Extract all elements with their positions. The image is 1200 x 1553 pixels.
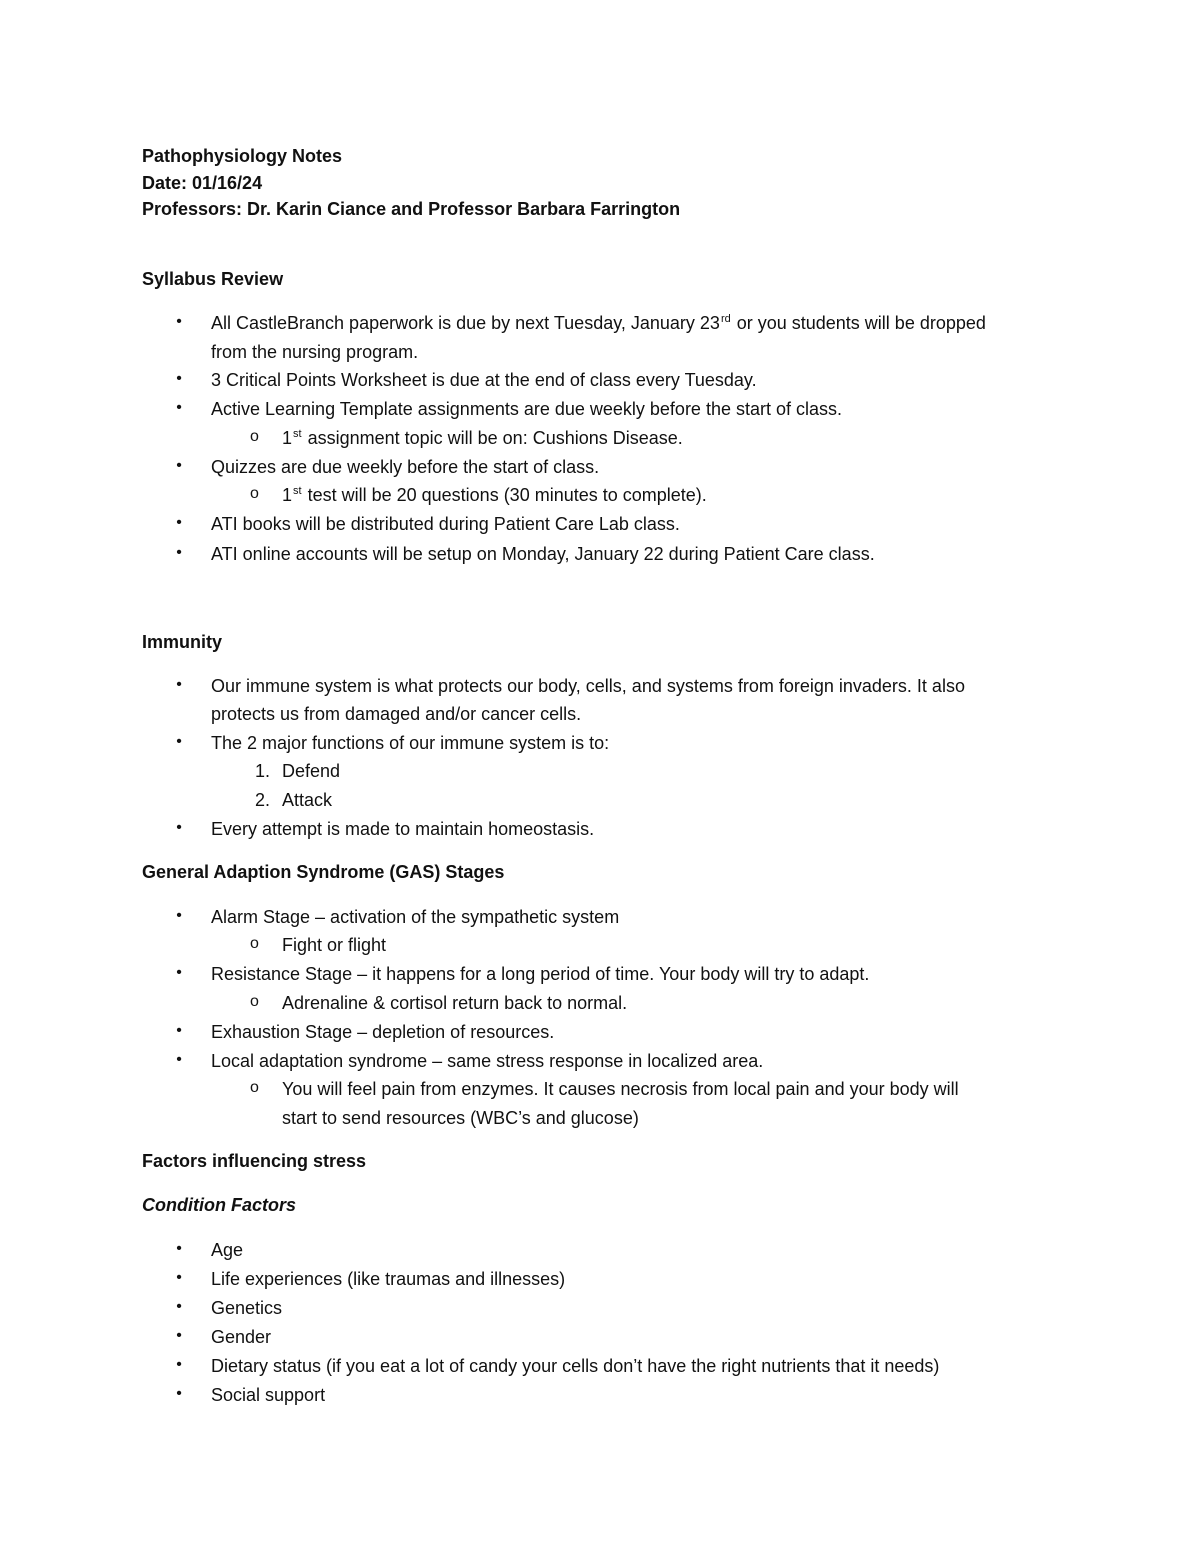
list-item <box>0 1299 1200 1323</box>
list-item-text: Resistance Stage – it happens for a long period of time. Your body will try to adapt. <box>211 964 870 984</box>
numbered-item-text: Defend <box>282 761 341 781</box>
list-item-text: Life experiences (like traumas and illnesses) <box>211 1269 566 1289</box>
list-item-text: Dietary status (if you eat a lot of candy your cells don’t have the right nutrients that it needs) <box>211 1356 940 1376</box>
list-item-text: Gender <box>211 1327 272 1347</box>
sub-list-item-continuation: start to send resources (WBC’s and glucose) <box>282 1108 639 1128</box>
list-item <box>0 1357 1200 1381</box>
list-item-text: 3 Critical Points Worksheet is due at the end of class every Tuesday. <box>211 370 757 390</box>
doc-title: Pathophysiology Notes <box>142 146 343 166</box>
hollow-bullet-icon: o <box>250 935 259 952</box>
list-item-continuation: protects us from damaged and/or cancer cells. <box>211 704 582 724</box>
bullet-icon: • <box>176 514 182 531</box>
hollow-bullet-icon: o <box>250 485 259 502</box>
list-item <box>0 1328 1200 1352</box>
bullet-icon: • <box>176 907 182 924</box>
list-item <box>0 820 1200 844</box>
sub-list-item <box>0 1080 1200 1104</box>
list-item <box>0 545 1200 569</box>
list-item-text: The 2 major functions of our immune system is to: <box>211 733 610 753</box>
list-item-text: Quizzes are due weekly before the start of class. <box>211 457 600 477</box>
bullet-icon: • <box>176 544 182 561</box>
list-item <box>0 1270 1200 1294</box>
list-item-text: ATI online accounts will be setup on Monday, January 22 during Patient Care class. <box>211 544 875 564</box>
sub-list-item-text: You will feel pain from enzymes. It causes necrosis from local pain and your body will <box>282 1079 959 1099</box>
bullet-icon: • <box>176 1385 182 1402</box>
condition-factors-subheading: Condition Factors <box>142 1195 296 1215</box>
bullet-icon: • <box>176 370 182 387</box>
list-item-text: Every attempt is made to maintain homeostasis. <box>211 819 595 839</box>
list-item-text: Age <box>211 1240 244 1260</box>
list-item-text: Local adaptation syndrome – same stress response in localized area. <box>211 1051 764 1071</box>
doc-professors: Professors: Dr. Karin Ciance and Professor Barbara Farrington <box>142 199 681 219</box>
bullet-icon: • <box>176 733 182 750</box>
list-item <box>0 908 1200 932</box>
sub-list-item-text: Adrenaline & cortisol return back to normal. <box>282 993 628 1013</box>
sub-list-item <box>0 994 1200 1018</box>
list-item <box>0 677 1200 701</box>
numbered-item <box>0 791 1200 815</box>
list-item-text: Exhaustion Stage – depletion of resources. <box>211 1022 555 1042</box>
bullet-icon: • <box>176 1240 182 1257</box>
immunity-heading: Immunity <box>142 632 223 652</box>
numbered-item <box>0 762 1200 786</box>
list-item-text: Genetics <box>211 1298 283 1318</box>
bullet-icon: • <box>176 1022 182 1039</box>
list-item <box>0 1052 1200 1076</box>
hollow-bullet-icon: o <box>250 1079 259 1096</box>
numbered-item-text: Attack <box>282 790 333 810</box>
list-item-text: All CastleBranch paperwork is due by next Tuesday, January 23rd or you students will be dropped <box>211 313 986 333</box>
list-item-text: Social support <box>211 1385 326 1405</box>
list-item <box>0 965 1200 989</box>
list-number: 2. <box>254 790 270 810</box>
list-item-continuation: from the nursing program. <box>211 342 419 362</box>
bullet-icon: • <box>176 1327 182 1344</box>
sub-list-item <box>0 429 1200 453</box>
list-item <box>0 734 1200 758</box>
bullet-icon: • <box>176 1269 182 1286</box>
list-item-text: Active Learning Template assignments are due weekly before the start of class. <box>211 399 843 419</box>
list-item <box>0 371 1200 395</box>
list-number: 1. <box>254 761 270 781</box>
bullet-icon: • <box>176 457 182 474</box>
doc-date: Date: 01/16/24 <box>142 173 263 193</box>
list-item-text: Our immune system is what protects our body, cells, and systems from foreign invaders. It also <box>211 676 965 696</box>
hollow-bullet-icon: o <box>250 428 259 445</box>
hollow-bullet-icon: o <box>250 993 259 1010</box>
bullet-icon: • <box>176 819 182 836</box>
sub-list-item-text: 1st test will be 20 questions (30 minutes to complete). <box>282 485 707 505</box>
sub-list-item-text: Fight or flight <box>282 935 387 955</box>
sub-list-item-text: 1st assignment topic will be on: Cushions Disease. <box>282 428 683 448</box>
factors-heading: Factors influencing stress <box>142 1151 367 1171</box>
bullet-icon: • <box>176 1051 182 1068</box>
list-item <box>0 515 1200 539</box>
gas-heading: General Adaption Syndrome (GAS) Stages <box>142 862 505 882</box>
bullet-icon: • <box>176 1356 182 1373</box>
list-item <box>0 1023 1200 1047</box>
list-item <box>0 314 1200 338</box>
bullet-icon: • <box>176 399 182 416</box>
bullet-icon: • <box>176 313 182 330</box>
sub-list-item <box>0 486 1200 510</box>
bullet-icon: • <box>176 964 182 981</box>
bullet-icon: • <box>176 1298 182 1315</box>
list-item <box>0 1386 1200 1410</box>
list-item <box>0 458 1200 482</box>
list-item-text: ATI books will be distributed during Patient Care Lab class. <box>211 514 680 534</box>
sub-list-item <box>0 936 1200 960</box>
list-item-text: Alarm Stage – activation of the sympathetic system <box>211 907 620 927</box>
list-item <box>0 400 1200 424</box>
list-item <box>0 1241 1200 1265</box>
bullet-icon: • <box>176 676 182 693</box>
syllabus-heading: Syllabus Review <box>142 269 284 289</box>
